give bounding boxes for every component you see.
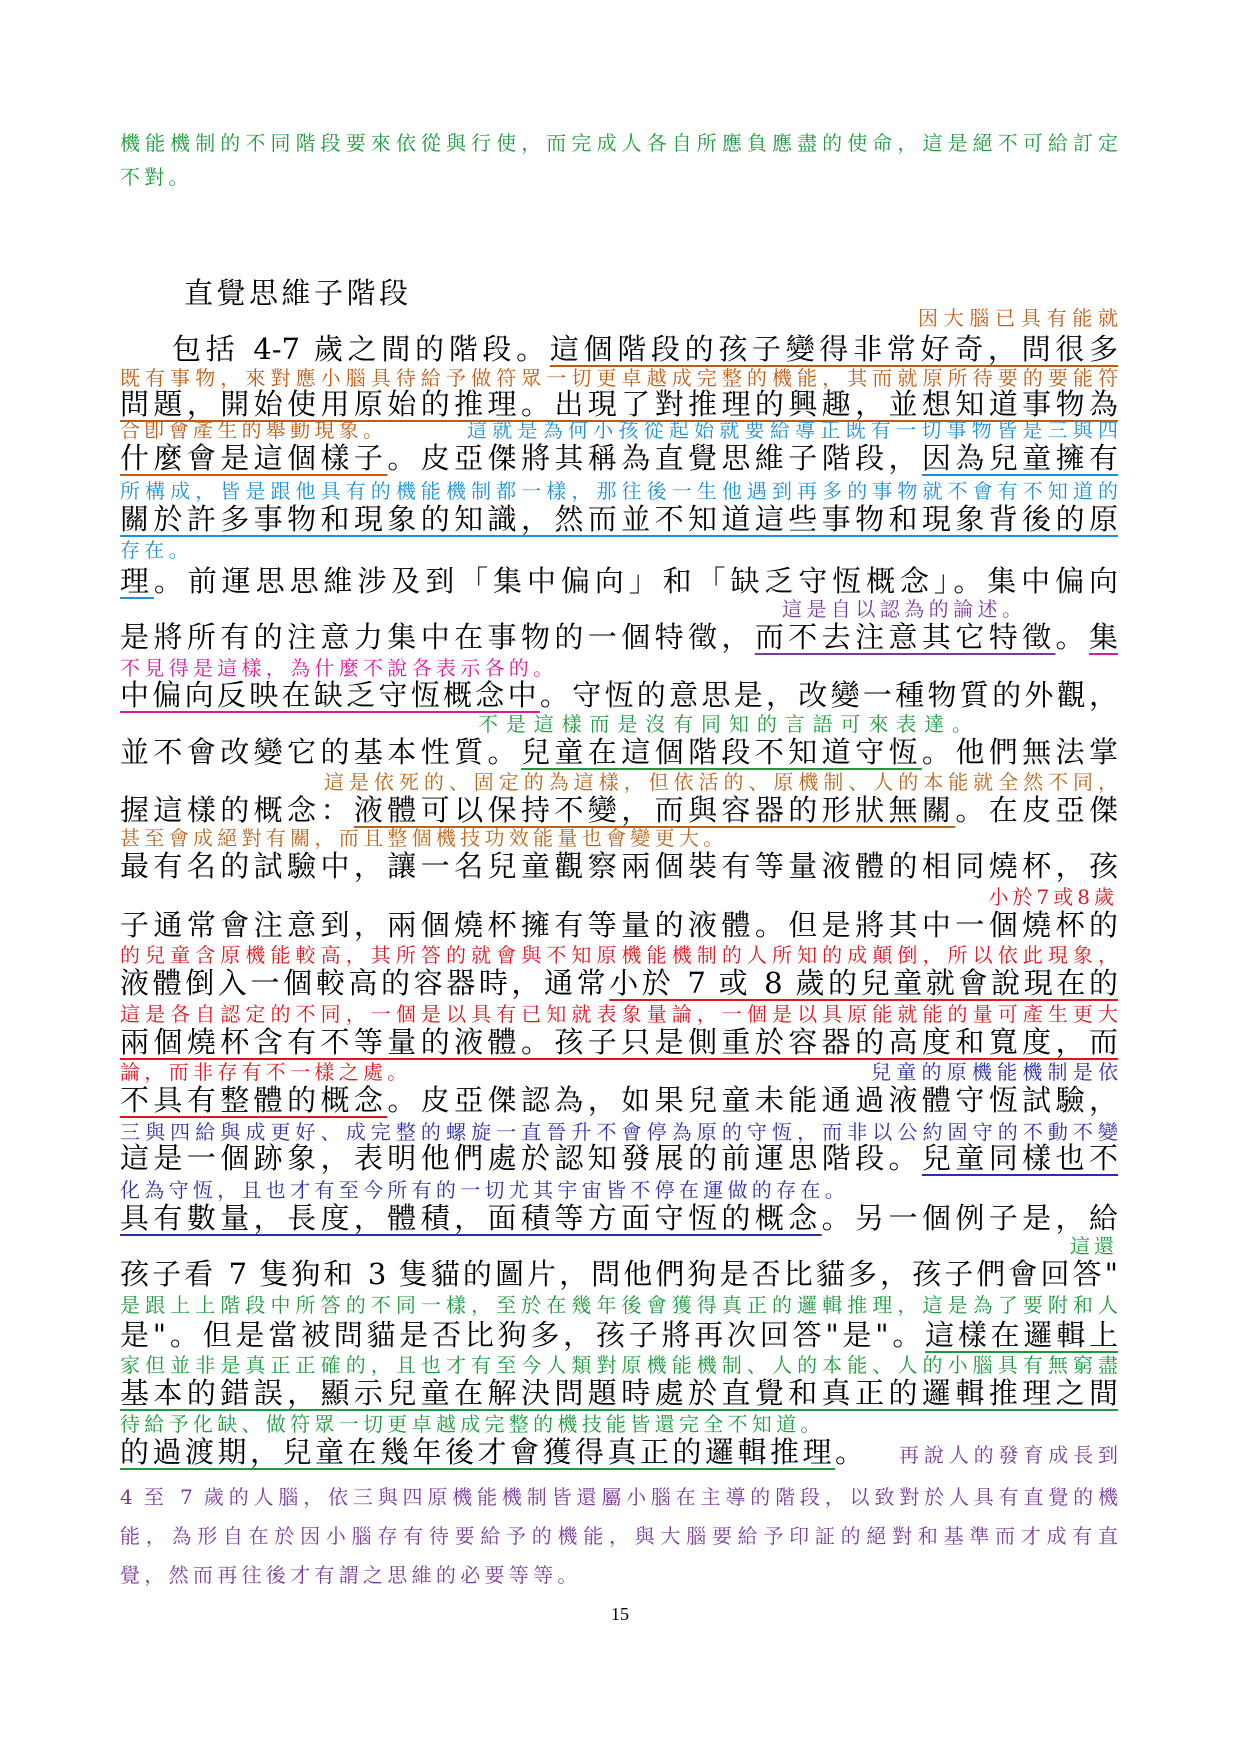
annotation-note: 這是依死的、固定的為這樣，但依活的、原機制、人的本能就全然不同，	[324, 770, 1118, 794]
annotation-line: 機能機制的不同階段要來依從與行使，而完成人各自所應負應盡的使命，這是絕不可給訂定	[120, 131, 1118, 155]
page-number: 15	[611, 1604, 629, 1624]
annotation-note: 所構成，皆是跟他具有的機能機制都一樣，那往後一生他遇到再多的事物就不會有不知道的	[120, 479, 1118, 503]
body-text: 是"。但是當被問貓是否比狗多，孩子將再次回答"是"。	[120, 1318, 926, 1352]
underlined-text: 什麼會是這個樣子	[120, 441, 388, 475]
body-line	[120, 1434, 880, 1470]
body-text: 。守恆的意思是，改變一種物質的外觀，	[539, 678, 1118, 712]
body-text: 包括 4-7 歲之間的階段。	[172, 332, 550, 366]
underlined-text: 不具有整體的概念	[120, 1083, 388, 1117]
annotation-note: 存在。	[120, 538, 193, 562]
underlined-text: 基本的錯誤，顯示兒童在解決問題時處於直覺和真正的邏輯推理之間	[120, 1376, 1118, 1410]
body-text: 。	[1055, 620, 1089, 654]
body-line	[120, 1024, 1118, 1060]
body-line	[120, 563, 1118, 599]
body-line: 最有名的試驗中，讓一名兒童觀察兩個裝有等量液體的相同燒杯，孩	[120, 849, 1118, 883]
annotation-line: 不對。	[120, 165, 193, 189]
closing-note-line: 能，為形自在於因小腦存有待要給予的機能，與大腦要給予印証的絕對和基準而才成有直	[120, 1524, 1118, 1548]
body-text: 。在皮亞傑	[955, 793, 1118, 827]
body-line	[120, 501, 1118, 537]
body-text: 。皮亞傑將其稱為直覺思維子階段，	[387, 441, 922, 475]
underlined-text: 的過渡期，兒童在幾年後才會獲得真正的邏輯推理	[120, 1435, 836, 1469]
underlined-text: 中偏向反映在缺乏守恆概念中	[120, 678, 540, 712]
body-line: 子通常會注意到，兩個燒杯擁有等量的液體。但是將其中一個燒杯的	[120, 908, 1118, 942]
body-line	[120, 1082, 1118, 1118]
body-line	[120, 1200, 1118, 1236]
closing-note-line: 覺，然而再往後才有謂之思維的必要等等。	[120, 1563, 582, 1587]
annotation-note: 兒童的原機能機制是依	[871, 1060, 1118, 1084]
annotation-note: 這是各自認定的不同，一個是以具有已知就表象量論，一個是以具原能就能的量可產生更大	[120, 1002, 1118, 1026]
underlined-text: 問題，開始使用原始的推理。出現了對推理的興趣，並想知道事物為	[120, 387, 1118, 421]
annotation-note: 待給予化缺、做符眾一切更卓越成完整的機技能皆還完全不知道。	[120, 1412, 825, 1436]
body-line	[120, 677, 1118, 713]
body-line	[120, 1375, 1118, 1411]
annotation-note: 三與四給與成更好、成完整的螺旋一直晉升不會停為原的守恆，而非以公約固守的不動不變	[120, 1120, 1118, 1144]
underlined-text: 兒童在這個階段不知道守恆	[520, 735, 922, 769]
body-text: 液體倒入一個較高的容器時，通常	[120, 966, 610, 1000]
annotation-note: 既有事物，來對應小腦具待給予做符眾一切更卓越成完整的機能，其而就原所待要的要能符	[120, 366, 1118, 390]
underlined-text: 具有數量，長度，體積，面積等方面守恆的概念	[120, 1201, 822, 1235]
annotation-note: 小於7或8歲	[988, 885, 1118, 909]
underlined-text: 兒童同樣也不	[921, 1141, 1118, 1175]
body-line	[120, 792, 1118, 828]
underlined-text: 小於 7 或 8 歲的兒童就會說現在的	[609, 966, 1118, 1000]
body-text: 。	[835, 1435, 868, 1469]
annotation-note: 合卽會產生的舉動現象。	[120, 418, 388, 442]
annotation-note: 論，而非存有不一樣之處。	[120, 1060, 412, 1084]
body-line: 孩子看 7 隻狗和 3 隻貓的圖片，問他們狗是否比貓多，孩子們會回答"	[120, 1257, 1118, 1291]
underlined-text: 液體可以保持不變，而與容器的形狀無關	[353, 793, 956, 827]
annotation-note: 這就是為何小孩從起始就要給導正既有一切事物皆是三與四	[467, 418, 1118, 442]
underlined-text: 關於許多事物和現象的知識，然而並不知道這些事物和現象背後的原	[120, 502, 1118, 536]
annotation-note: 因大腦已具有能就	[918, 306, 1118, 330]
annotation-note: 不是這樣而是沒有同知的言語可來表達。	[478, 712, 972, 736]
body-text: 這是一個跡象，表明他們處於認知發展的前運思階段。	[120, 1141, 922, 1175]
underlined-text: 集	[1088, 620, 1118, 654]
body-line	[120, 1317, 1118, 1353]
body-text: 並不會改變它的基本性質。	[120, 735, 521, 769]
body-text: 。另一個例子是，給	[821, 1201, 1118, 1235]
annotation-note: 再說人的發育成長到	[899, 1443, 1118, 1467]
underlined-text: 理	[120, 564, 154, 598]
body-text: 握這樣的概念：	[120, 793, 354, 827]
annotation-note: 這還	[1070, 1234, 1118, 1258]
body-text: 。皮亞傑認為，如果兒童未能通過液體守恆試驗，	[387, 1083, 1118, 1117]
annotation-note: 是跟上上階段中所答的不同一樣，至於在幾年後會獲得真正的邏輯推理，這是為了要附和人	[120, 1293, 1118, 1317]
annotation-note: 化為守恆，且也才有至今所有的一切尤其宇宙皆不停在運做的存在。	[120, 1178, 849, 1202]
annotation-note: 的兒童含原機能較高，其所答的就會與不知原機能機制的人所知的成顛倒，所以依此現象，	[120, 943, 1118, 967]
underlined-text: 這樣在邏輯上	[925, 1318, 1118, 1352]
body-line	[120, 1140, 1118, 1176]
underlined-text: 因為兒童擁有	[921, 441, 1118, 475]
underlined-text: 兩個燒杯含有不等量的液體。孩子只是側重於容器的高度和寬度，而	[120, 1025, 1118, 1059]
closing-note-line: 4 至 7 歲的人腦，依三與四原機能機制皆還屬小腦在主導的階段，以致對於人具有直覺的機	[120, 1485, 1118, 1509]
body-text: 。前運思思維涉及到「集中偏向」和「缺乏守恆概念」。集中偏向	[153, 564, 1118, 598]
body-text: 是將所有的注意力集中在事物的一個特徵，	[120, 620, 755, 654]
body-text: 。他們無法掌	[921, 735, 1118, 769]
body-line	[120, 440, 1118, 476]
body-line	[120, 965, 1118, 1001]
section-heading: 直覺思維子階段	[184, 276, 412, 310]
annotation-note: 家但並非是真正正確的，且也才有至今人類對原機能機制、人的本能、人的小腦具有無窮盡	[120, 1353, 1118, 1377]
annotation-note: 不見得是這樣，為什麼不說各表示各的。	[120, 656, 558, 680]
underlined-text: 而不去注意其它特徵	[754, 620, 1056, 654]
underlined-text: 這個階段的孩子變得非常好奇，問很多	[549, 332, 1118, 366]
body-line	[120, 734, 1118, 770]
body-line	[172, 331, 1118, 367]
annotation-note: 甚至會成絕對有關，而且整個機技功效能量也會變更大。	[120, 826, 728, 850]
body-line	[120, 619, 1118, 655]
annotation-note: 這是自以認為的論述。	[782, 597, 1022, 621]
